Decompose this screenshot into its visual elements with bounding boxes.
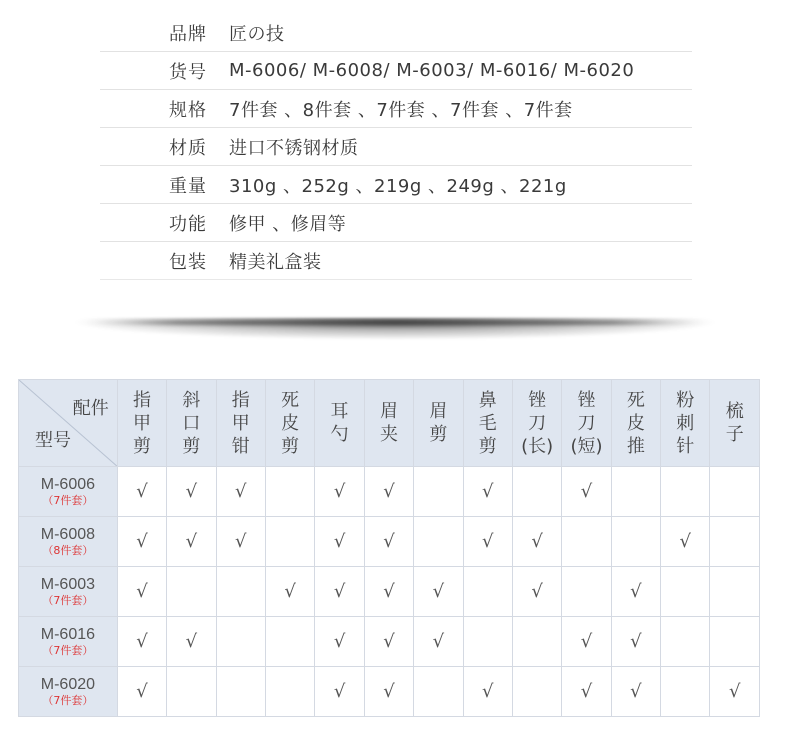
column-header-char: 粉 (676, 389, 695, 411)
column-header (216, 380, 265, 467)
column-header-text (133, 389, 151, 458)
check-mark: √ (630, 631, 642, 652)
check-mark: √ (185, 531, 198, 552)
column-header-text (281, 389, 299, 458)
spec-label: 重量 (169, 175, 207, 197)
check-cell (562, 667, 611, 717)
table-row (19, 567, 760, 617)
model-cell (19, 667, 118, 717)
spec-label: 品牌 (169, 23, 207, 45)
check-cell (710, 617, 760, 667)
spec-label: 材质 (169, 137, 207, 159)
column-header-char: 眉 (379, 401, 398, 422)
check-cell (414, 567, 463, 617)
column-header-char: 皮 (626, 412, 645, 434)
column-header (117, 380, 166, 467)
column-header-char: 眉 (429, 401, 448, 422)
check-cell (710, 667, 760, 717)
column-header-char: 鼻 (478, 389, 497, 411)
check-cell (364, 517, 413, 567)
check-cell (315, 467, 364, 517)
check-mark: √ (383, 681, 395, 702)
spec-row (100, 242, 692, 280)
check-cell (611, 467, 660, 517)
check-cell (562, 467, 611, 517)
column-header (611, 380, 660, 467)
column-header-char: (短) (570, 435, 603, 457)
check-cell (512, 667, 561, 717)
check-cell (463, 617, 512, 667)
check-cell (512, 567, 561, 617)
check-mark: √ (729, 681, 741, 702)
check-mark: √ (185, 631, 198, 652)
check-mark: √ (136, 581, 148, 602)
check-mark: √ (481, 681, 494, 702)
model-code: M-6003 (40, 575, 96, 593)
column-header (265, 380, 314, 467)
column-header-char: 死 (626, 389, 645, 411)
check-mark: √ (136, 531, 148, 552)
check-cell (562, 517, 611, 567)
model-code: M-6016 (40, 625, 96, 643)
column-header-char: 刀 (528, 412, 547, 434)
check-cell (661, 567, 710, 617)
spec-row (100, 90, 692, 128)
column-header (661, 380, 710, 467)
check-cell (315, 617, 364, 667)
column-header-char: 死 (281, 389, 300, 411)
column-header-char: 刺 (676, 412, 695, 434)
column-header (364, 380, 413, 467)
check-cell (167, 517, 216, 567)
check-cell (512, 617, 561, 667)
column-header (414, 380, 463, 467)
check-cell (364, 567, 413, 617)
check-mark: √ (333, 681, 346, 702)
column-header (315, 380, 364, 467)
check-cell (216, 567, 265, 617)
spec-row (100, 128, 692, 166)
table-row (19, 667, 760, 717)
check-cell (315, 567, 364, 617)
check-mark: √ (580, 631, 593, 652)
check-cell (117, 667, 166, 717)
check-cell (167, 617, 216, 667)
check-mark: √ (630, 681, 642, 702)
corner-label-model: 型号 (35, 430, 71, 451)
column-header-char: 剪 (182, 435, 201, 457)
model-code: M-6008 (40, 525, 96, 543)
check-cell (611, 667, 660, 717)
column-header-char: 剪 (281, 435, 300, 457)
table-corner-cell (19, 380, 118, 467)
check-cell (265, 467, 314, 517)
check-mark: √ (383, 531, 395, 552)
table-header-row (19, 380, 760, 467)
column-header-text (570, 389, 602, 458)
check-mark: √ (136, 481, 148, 502)
column-header-char: 梳 (725, 401, 744, 422)
check-mark: √ (383, 481, 395, 502)
column-header-text (627, 389, 645, 458)
spec-value: 修甲 、修眉等 (229, 213, 347, 235)
check-cell (414, 667, 463, 717)
check-cell (364, 467, 413, 517)
spec-value: 进口不锈钢材质 (229, 137, 359, 159)
check-cell (463, 517, 512, 567)
column-header (562, 380, 611, 467)
spec-value: 精美礼盒装 (229, 251, 322, 273)
column-header-char: 指 (231, 389, 250, 411)
check-cell (661, 467, 710, 517)
column-header-char: 针 (676, 435, 695, 457)
model-cell (19, 467, 118, 517)
check-cell (661, 517, 710, 567)
spec-label: 功能 (169, 213, 207, 235)
column-header (167, 380, 216, 467)
check-mark: √ (333, 481, 346, 502)
spec-label: 货号 (169, 61, 207, 83)
column-header-char: 剪 (429, 424, 448, 445)
check-cell (117, 567, 166, 617)
check-cell (661, 667, 710, 717)
check-mark: √ (432, 581, 445, 602)
column-header (710, 380, 760, 467)
check-cell (167, 567, 216, 617)
check-cell (414, 467, 463, 517)
check-cell (265, 667, 314, 717)
model-set-size: （7件套） (42, 493, 94, 507)
corner-diagonal (19, 380, 117, 466)
check-mark: √ (333, 531, 346, 552)
check-mark: √ (679, 531, 692, 552)
column-header-text (479, 389, 497, 458)
check-mark: √ (432, 631, 445, 652)
column-header-text (182, 389, 200, 458)
check-cell (265, 567, 314, 617)
divider-shadow-bar (85, 320, 705, 325)
column-header-char: 子 (725, 424, 744, 445)
model-cell (19, 517, 118, 567)
column-header-char: 斜 (182, 389, 201, 411)
check-cell (315, 667, 364, 717)
column-header-char: 夹 (379, 424, 398, 445)
check-mark: √ (481, 481, 494, 502)
check-cell (117, 517, 166, 567)
check-mark: √ (580, 681, 593, 702)
check-mark: √ (235, 481, 247, 502)
column-header (463, 380, 512, 467)
column-header-char: 皮 (281, 412, 300, 434)
column-header-text (232, 389, 250, 458)
model-set-size: （7件套） (42, 643, 94, 657)
check-mark: √ (333, 581, 346, 602)
check-cell (216, 517, 265, 567)
spec-row (100, 204, 692, 242)
check-cell (562, 617, 611, 667)
spec-list (100, 14, 692, 280)
check-cell (414, 517, 463, 567)
check-cell (512, 467, 561, 517)
check-cell (611, 617, 660, 667)
column-header-char: 剪 (132, 435, 151, 457)
column-header-char: 耳 (330, 401, 349, 422)
check-cell (315, 517, 364, 567)
model-set-size: （8件套） (42, 543, 94, 557)
check-cell (611, 517, 660, 567)
column-header-char: 甲 (231, 412, 250, 434)
column-header-text (331, 400, 349, 446)
model-code: M-6006 (40, 475, 96, 493)
check-cell (117, 467, 166, 517)
column-header-text (521, 389, 553, 458)
spec-row (100, 166, 692, 204)
column-header-char: 钳 (231, 435, 250, 457)
check-mark: √ (481, 531, 494, 552)
check-cell (216, 617, 265, 667)
check-mark: √ (531, 531, 543, 552)
model-set-size: （7件套） (42, 593, 94, 607)
check-cell (512, 517, 561, 567)
table-row (19, 617, 760, 667)
check-cell (167, 667, 216, 717)
column-header-char: 锉 (528, 389, 547, 411)
spec-value: M-6006/ M-6008/ M-6003/ M-6016/ M-6020 (229, 60, 635, 81)
table-row (19, 467, 760, 517)
check-cell (167, 467, 216, 517)
check-cell (611, 567, 660, 617)
column-header-text (726, 400, 744, 446)
check-cell (117, 617, 166, 667)
column-header (512, 380, 561, 467)
spec-value: 7件套 、8件套 、7件套 、7件套 、7件套 (229, 99, 573, 121)
check-cell (661, 617, 710, 667)
model-code: M-6020 (40, 675, 96, 693)
check-cell (710, 567, 760, 617)
column-header-char: 勺 (330, 424, 349, 445)
column-header-char: 剪 (478, 435, 497, 457)
spec-value: 匠の技 (229, 23, 285, 45)
column-header-char: 指 (132, 389, 151, 411)
check-cell (265, 517, 314, 567)
column-header-text (380, 400, 398, 446)
spec-value: 310g 、252g 、219g 、249g 、221g (229, 175, 567, 197)
check-mark: √ (185, 481, 198, 502)
model-cell (19, 567, 118, 617)
column-header-char: 口 (182, 412, 201, 434)
column-header-text (676, 389, 694, 458)
check-cell (216, 667, 265, 717)
check-cell (562, 567, 611, 617)
spec-label: 包装 (169, 251, 207, 273)
check-cell (463, 467, 512, 517)
check-mark: √ (580, 481, 593, 502)
column-header-char: 锉 (577, 389, 596, 411)
model-cell (19, 617, 118, 667)
check-mark: √ (531, 581, 543, 602)
spec-row (100, 14, 692, 52)
check-mark: √ (383, 581, 395, 602)
check-cell (216, 467, 265, 517)
column-header-char: (长) (521, 435, 554, 457)
check-mark: √ (383, 631, 395, 652)
check-cell (710, 467, 760, 517)
check-cell (265, 617, 314, 667)
column-header-char: 刀 (577, 412, 596, 434)
table-row (19, 517, 760, 567)
check-cell (463, 567, 512, 617)
model-set-size: （7件套） (42, 693, 94, 707)
check-cell (364, 617, 413, 667)
check-mark: √ (235, 531, 247, 552)
corner-label-accessory: 配件 (72, 398, 109, 419)
check-mark: √ (136, 631, 148, 652)
check-cell (364, 667, 413, 717)
check-mark: √ (630, 581, 642, 602)
column-header-char: 推 (626, 435, 645, 457)
column-header-char: 甲 (132, 412, 151, 434)
accessory-table (18, 379, 760, 717)
check-mark: √ (333, 631, 346, 652)
check-cell (463, 667, 512, 717)
column-header-text (429, 400, 447, 446)
check-mark: √ (136, 681, 148, 702)
check-mark: √ (284, 581, 296, 602)
check-cell (414, 617, 463, 667)
column-header-char: 毛 (478, 412, 497, 434)
check-cell (710, 517, 760, 567)
spec-label: 规格 (169, 99, 207, 121)
spec-row (100, 52, 692, 90)
